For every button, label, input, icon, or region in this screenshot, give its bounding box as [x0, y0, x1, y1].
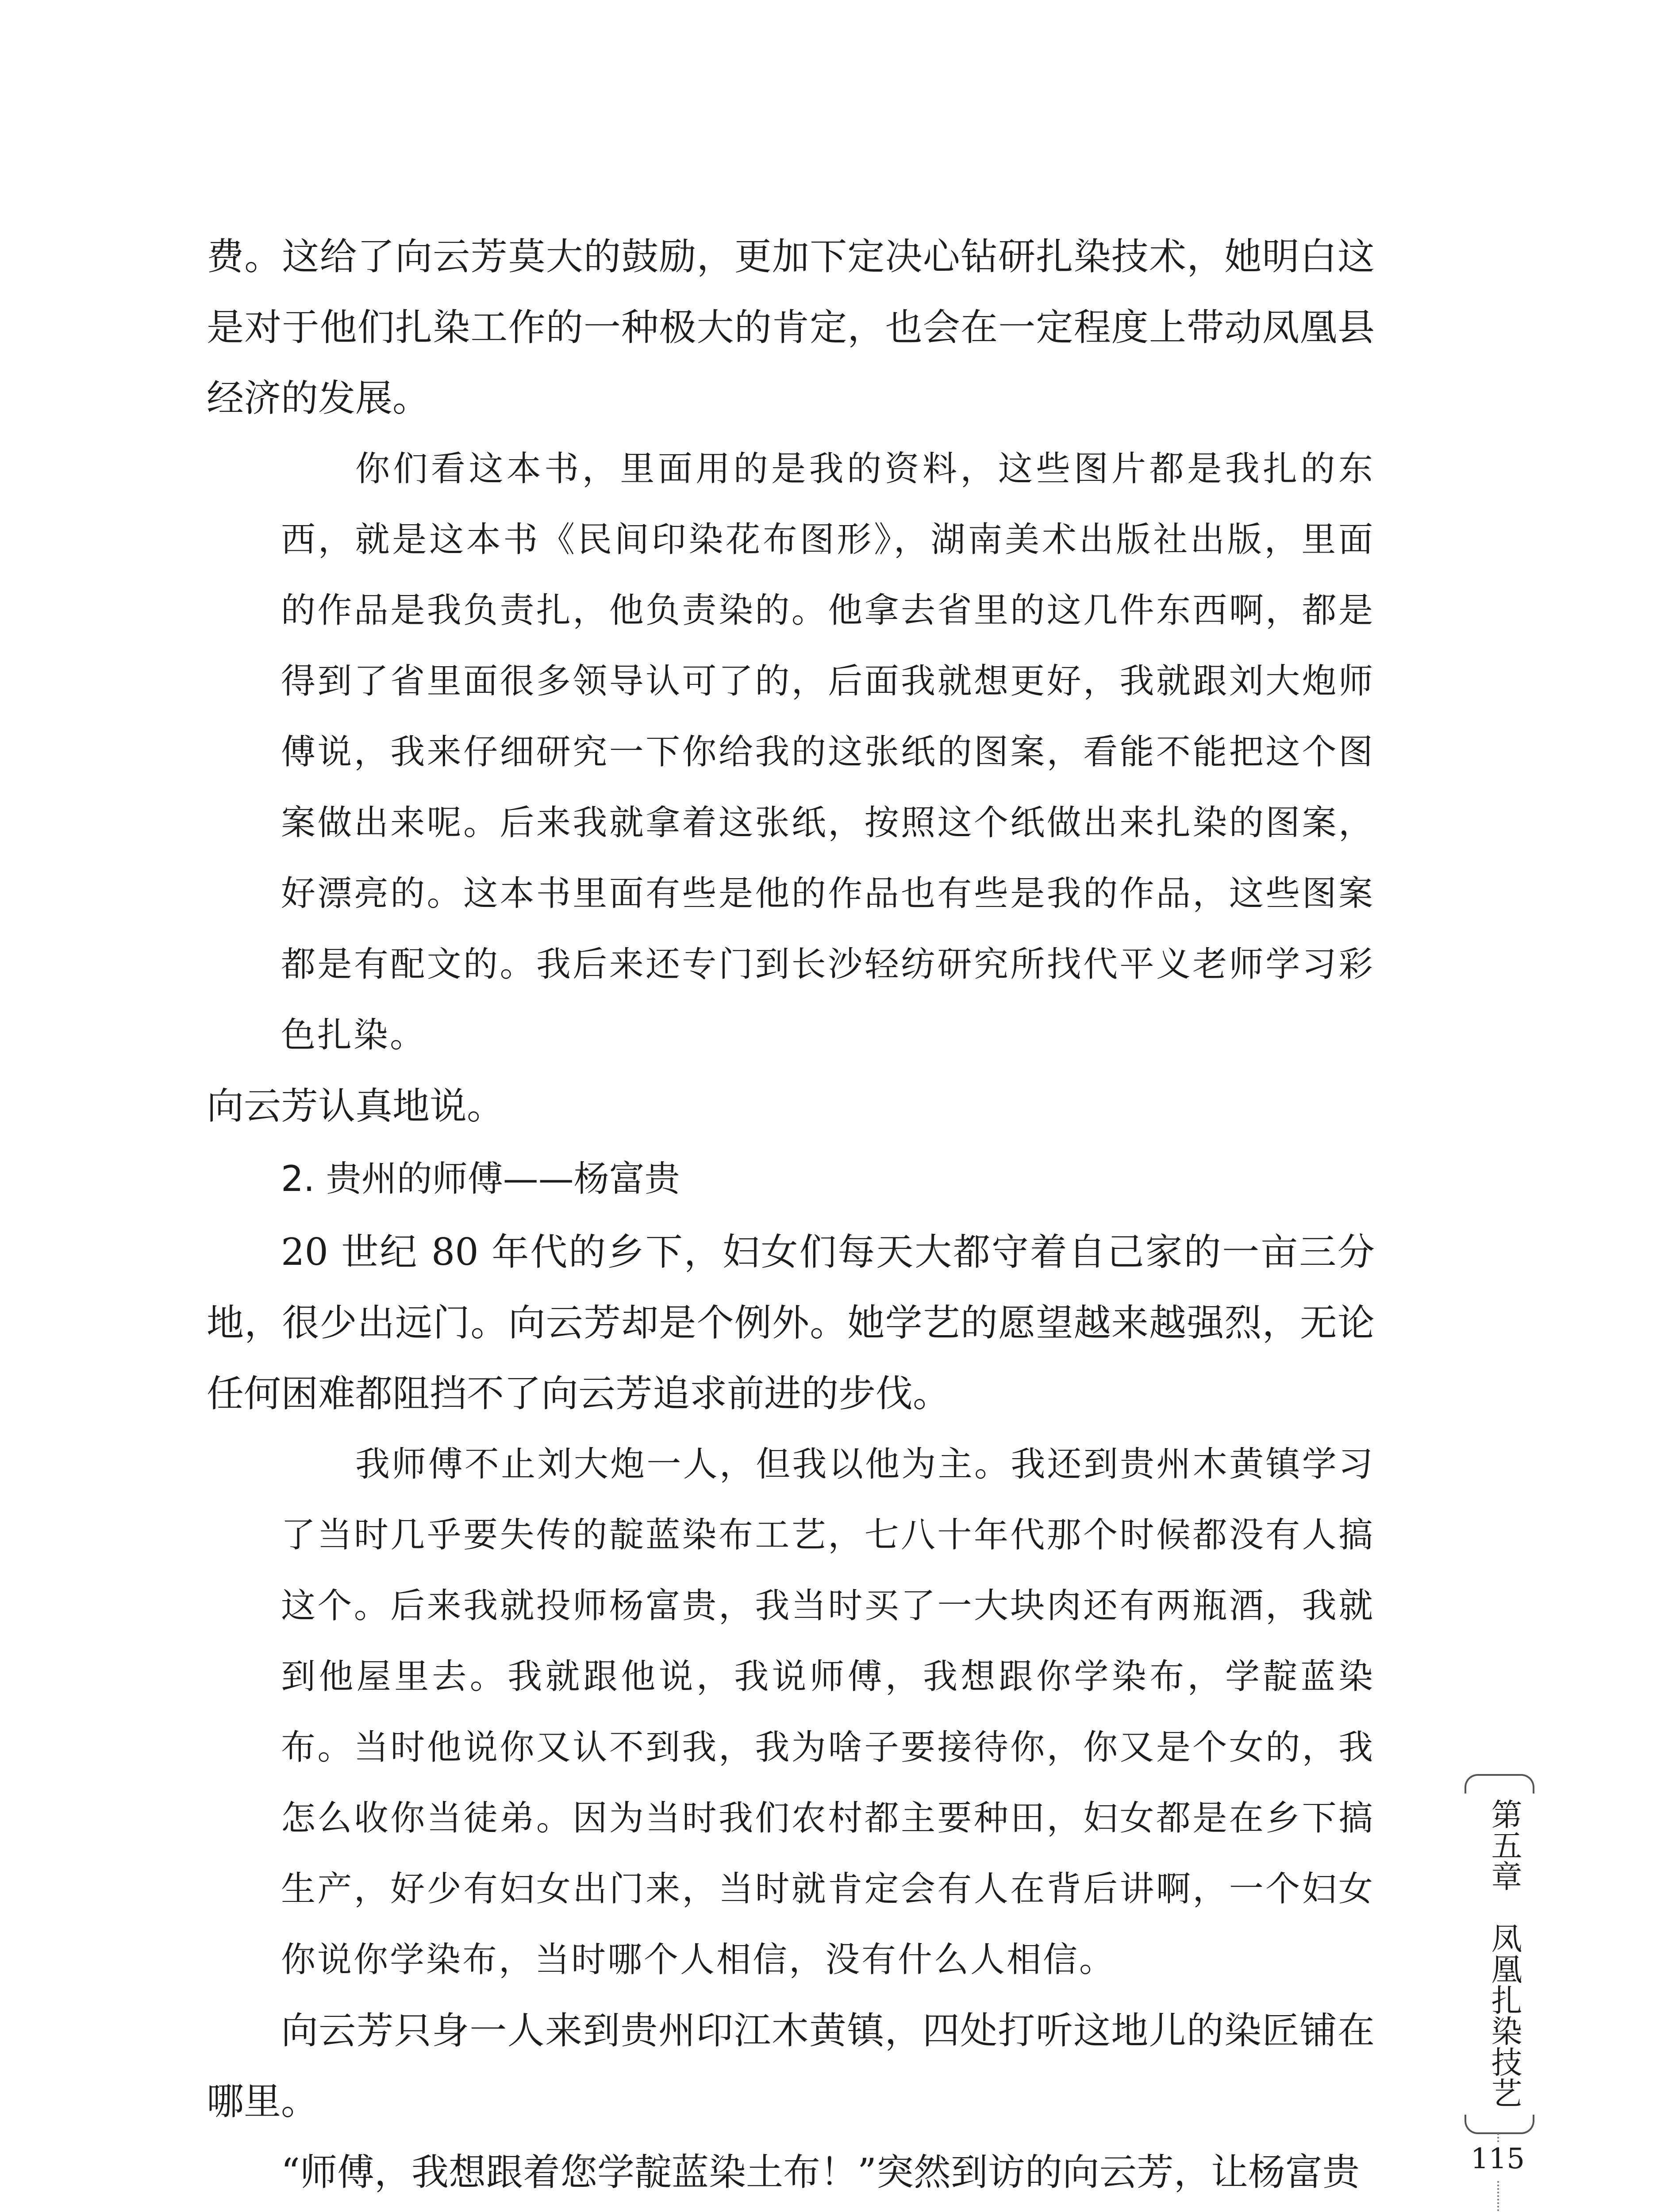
- quote-block-1: 你们看这本书，里面用的是我的资料，这些图片都是我扎的东西，就是这本书《民间印染花布图形》，湖南美术出版社出版，里面的作品是我负责扎，他负责染的。他拿去省里的这几件东西啊，都是得到了省里面很多领导认可了的，后面我就想更好，我就跟刘大炮师傅说，我来仔细研究一下你给我的这张纸的图案，看能不能把这个图案做出来呢。后来我就拿着这张纸，按照这个纸做出来扎染的图案，好漂亮的。这本书里面有些是他的作品也有些是我的作品，这些图案都是有配文的。我后来还专门到长沙轻纺研究所找代平义老师学习彩色扎染。: [281, 449, 1375, 1055]
- paragraph-dialogue: “师傅，我想跟着您学靛蓝染土布！”突然到访的向云芳，让杨富贵: [281, 2151, 1360, 2194]
- paragraph-journey: 向云芳只身一人来到贵州印江木黄镇，四处打听这地儿的染匠铺在哪里。: [207, 2009, 1375, 2123]
- dotted-divider: [1497, 2181, 1499, 2212]
- paragraph-attribution: 向云芳认真地说。: [207, 1084, 504, 1128]
- chapter-label: 第五章 凤凰扎染技艺: [1486, 1798, 1522, 2108]
- bracket-top-decoration: [1465, 1774, 1534, 1793]
- paragraph-continuation: 费。这给了向云芳莫大的鼓励，更加下定决心钻研扎染技术，她明白这是对于他们扎染工作的一种极大的肯定，也会在一定程度上带动凤凰县经济的发展。: [207, 235, 1375, 420]
- bracket-bottom-decoration: [1465, 2115, 1534, 2134]
- quote-block-2: 我师傅不止刘大炮一人，但我以他为主。我还到贵州木黄镇学习了当时几乎要失传的靛蓝染布工艺，七八十年代那个时候都没有人搞这个。后来我就投师杨富贵，我当时买了一大块肉还有两瓶酒，我就到他屋里去。我就跟他说，我说师傅，我想跟你学染布，学靛蓝染布。当时他说你又认不到我，我为啥子要接待你，你又是个女的，我怎么收你当徒弟。因为当时我们农村都主要种田，妇女都是在乡下搞生产，好少有妇女出门来，当时就肯定会有人在背后讲啊，一个妇女你说你学染布，当时哪个人相信，没有什么人相信。: [281, 1444, 1375, 1980]
- body-text: [207, 221, 1375, 2208]
- page-number: 115: [1470, 2143, 1525, 2175]
- chapter-sidebar: [1460, 1774, 1535, 2212]
- divider-line: [1497, 2133, 1499, 2142]
- paragraph-village: 20 世纪 80 年代的乡下，妇女们每天大都守着自己家的一亩三分地，很少出远门。向云芳却是个例外。她学艺的愿望越来越强烈，无论任何困难都阻挡不了向云芳追求前进的步伐。: [207, 1230, 1375, 1415]
- section-heading: 2. 贵州的师傅——杨富贵: [281, 1158, 680, 1199]
